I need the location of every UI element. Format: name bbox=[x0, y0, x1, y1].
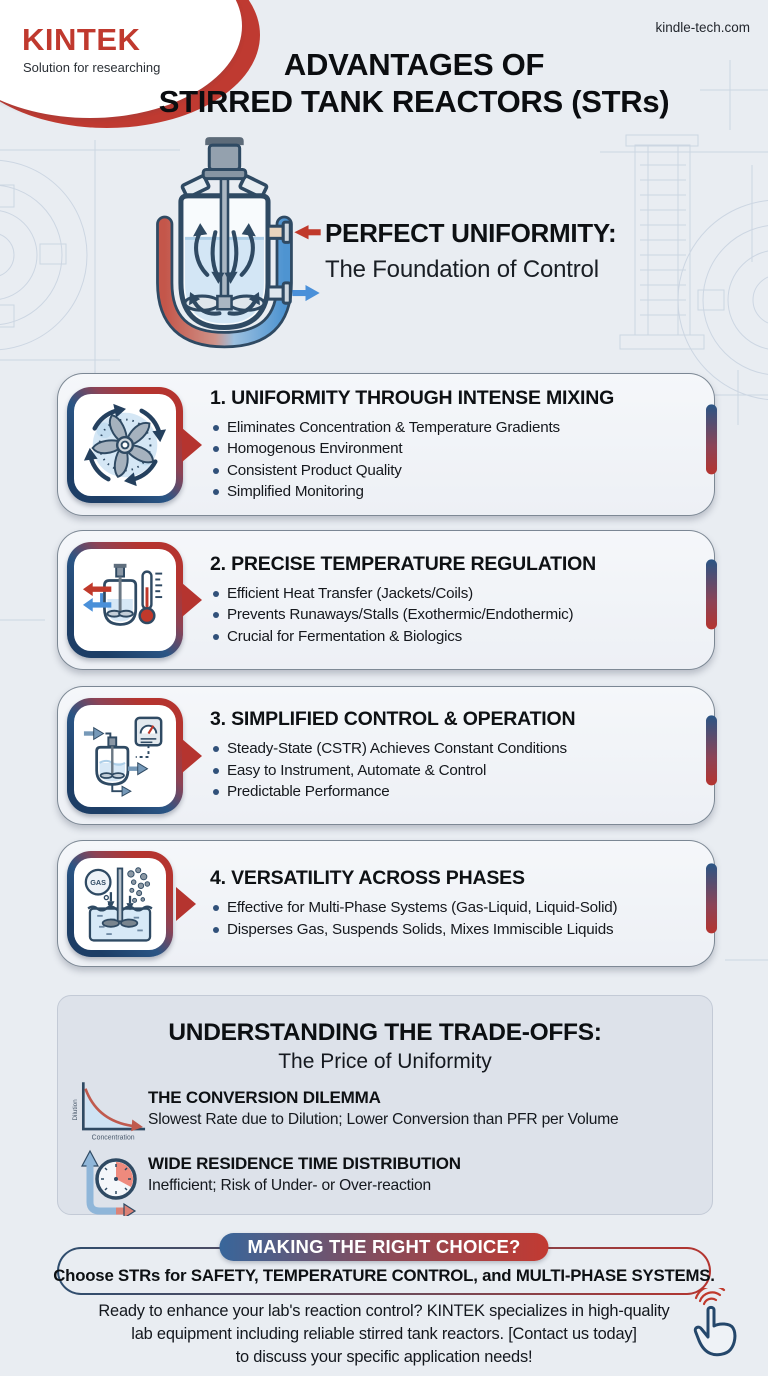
card2-title: 2. PRECISE TEMPERATURE REGULATION bbox=[210, 552, 596, 575]
bullet: Disperses Gas, Suspends Solids, Mixes Immiscible Liquids bbox=[210, 919, 708, 941]
card1-bullets bbox=[210, 417, 708, 503]
page-title-line2: STIRRED TANK REACTORS (STRs) bbox=[158, 84, 670, 119]
card4-chevron bbox=[176, 887, 196, 921]
card1-chevron bbox=[182, 428, 202, 462]
chart-ylabel: Dilution bbox=[71, 1099, 79, 1121]
bullet: Efficient Heat Transfer (Jackets/Coils) bbox=[210, 583, 708, 605]
brand-tagline: Solution for researching bbox=[23, 60, 161, 75]
impeller-mixing-icon bbox=[81, 401, 169, 489]
tradeoffs-subheading: The Price of Uniformity bbox=[278, 1050, 492, 1073]
card3-bullets bbox=[210, 738, 708, 803]
choice-statement: Choose STRs for SAFETY, TEMPERATURE CONTROL, and MULTI-PHASE SYSTEMS. bbox=[53, 1266, 715, 1285]
card4-bullets bbox=[210, 897, 708, 940]
choice-banner-label: MAKING THE RIGHT CHOICE? bbox=[247, 1236, 521, 1257]
bullet: Simplified Monitoring bbox=[210, 481, 708, 503]
bullet: Crucial for Fermentation & Biologics bbox=[210, 626, 708, 648]
card4-icon-box bbox=[67, 851, 173, 957]
card2-chevron bbox=[182, 583, 202, 617]
advantage-card-4 bbox=[57, 840, 715, 967]
footer-line3: to discuss your specific application needs! bbox=[235, 1348, 533, 1366]
card3-title: 3. SIMPLIFIED CONTROL & OPERATION bbox=[210, 708, 576, 731]
tradeoffs-heading: UNDERSTANDING THE TRADE-OFFS: bbox=[168, 1019, 602, 1046]
bullet: Eliminates Concentration & Temperature Gradients bbox=[210, 417, 708, 439]
stirred-tank-reactor-icon bbox=[128, 131, 326, 369]
card3-icon-box bbox=[67, 698, 183, 814]
bullet: Effective for Multi-Phase Systems (Gas-Liquid, Liquid-Solid) bbox=[210, 897, 708, 919]
tradeoffs-panel bbox=[57, 995, 713, 1215]
card2-bullets bbox=[210, 583, 708, 648]
choice-banner bbox=[219, 1233, 548, 1261]
page-title bbox=[70, 46, 758, 120]
tradeoff2-title: WIDE RESIDENCE TIME DISTRIBUTION bbox=[148, 1154, 461, 1173]
card4-title: 4. VERSATILITY ACROSS PHASES bbox=[210, 867, 525, 889]
tradeoff2-description: Inefficient; Risk of Under- or Over-reaction bbox=[148, 1177, 431, 1194]
bullet: Consistent Product Quality bbox=[210, 460, 708, 482]
page-title-line1: ADVANTAGES OF bbox=[283, 47, 545, 82]
reactor-control-gauge-icon bbox=[81, 712, 169, 800]
click-hand-icon[interactable] bbox=[688, 1288, 748, 1368]
hero-heading: PERFECT UNIFORMITY: bbox=[325, 218, 617, 248]
footer-line2 contact-line[interactable]: lab equipment including reliable stirred tank reactors. [Contact us today] bbox=[131, 1325, 637, 1343]
bullet: Prevents Runaways/Stalls (Exothermic/Endothermic) bbox=[210, 604, 708, 626]
residence-time-clock-icon bbox=[76, 1146, 146, 1216]
gas-label: GAS bbox=[90, 877, 107, 887]
bullet: Steady-State (CSTR) Achieves Constant Conditions bbox=[210, 738, 708, 760]
chart-xlabel: Concentration bbox=[91, 1134, 135, 1142]
card1-title: 1. UNIFORMITY THROUGH INTENSE MIXING bbox=[210, 386, 615, 409]
tradeoff1-description: Slowest Rate due to Dilution; Lower Conversion than PFR per Volume bbox=[148, 1111, 619, 1128]
footer-cta-text bbox=[30, 1300, 738, 1369]
reactor-thermometer-icon bbox=[81, 556, 169, 644]
bullet: Easy to Instrument, Automate & Control bbox=[210, 760, 708, 782]
website-link[interactable]: kindle-tech.com bbox=[655, 20, 750, 35]
gas-dispersion-icon bbox=[79, 863, 161, 945]
declining-conversion-chart-icon bbox=[70, 1078, 152, 1144]
hero-text bbox=[325, 218, 616, 284]
hero-subheading: The Foundation of Control bbox=[325, 256, 599, 283]
tradeoff1-title: THE CONVERSION DILEMMA bbox=[148, 1088, 381, 1107]
bullet: Predictable Performance bbox=[210, 781, 708, 803]
card2-icon-box bbox=[67, 542, 183, 658]
card3-chevron bbox=[182, 739, 202, 773]
footer-line1: Ready to enhance your lab's reaction control? KINTEK specializes in high-quality bbox=[98, 1302, 670, 1320]
advantage-card-3 bbox=[57, 686, 715, 825]
advantage-card-1 bbox=[57, 373, 715, 516]
bullet: Homogenous Environment bbox=[210, 438, 708, 460]
advantage-card-2 bbox=[57, 530, 715, 670]
card1-icon-box bbox=[67, 387, 183, 503]
brand-name: KINTEK bbox=[22, 22, 141, 57]
